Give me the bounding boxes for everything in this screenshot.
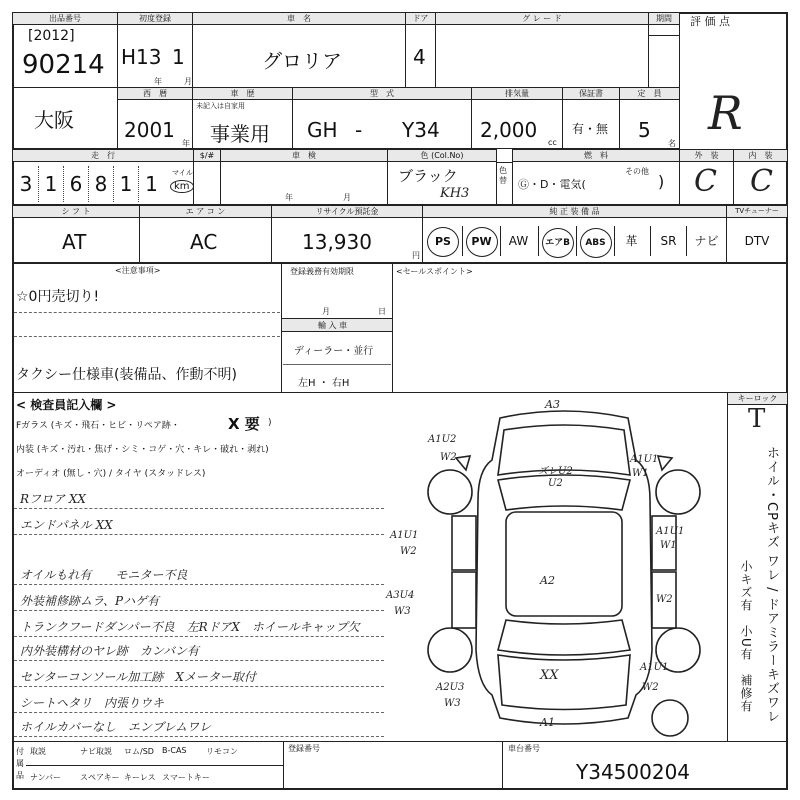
accessory-item: リモコン [206, 747, 238, 756]
handle-option: 左H ・ 右H [298, 378, 350, 389]
mark-xx: XX [540, 668, 559, 683]
inspection-month-unit: 月 [343, 193, 351, 202]
inspector-rule [14, 712, 384, 713]
use-note: 未記入は自家用 [196, 102, 245, 110]
cc-label: 排気量 [472, 88, 562, 100]
mark-a1u1-l: A1U1 [390, 530, 419, 541]
acc-label: 付属品 [16, 747, 24, 780]
keylock-label: キーロック [728, 393, 787, 405]
wheel-spare [652, 700, 688, 736]
mark-a1u1-tr: A1U1 [630, 454, 659, 465]
period-label: 期間 [649, 13, 679, 25]
equipment-item: AW [500, 226, 536, 256]
sales-label: <セールスポイント> [396, 267, 473, 276]
inspector-rule [14, 660, 384, 661]
equipment-item: PW [462, 226, 500, 256]
model: Y34 [402, 118, 440, 142]
use: 事業用 [210, 122, 270, 146]
inspector-rule [14, 686, 384, 687]
inspector-rule [14, 534, 384, 535]
caution-note-1: ☆0円売切り! [16, 289, 100, 305]
car-rear-window [498, 620, 630, 655]
accessory-divider [26, 765, 284, 766]
inspector-note: Rフロア XX [20, 492, 86, 506]
inspector-note: トランクフードダンパー不良 左RドアX ホイールキャップ欠 [20, 620, 360, 634]
region: 大阪 [34, 108, 74, 132]
inspector-note: オイルもれ有 モニター不良 [20, 568, 188, 582]
mark-w1-tr: W1 [632, 468, 649, 479]
mileage-unit-km: km [170, 180, 194, 193]
car-windshield [498, 475, 630, 510]
first-reg-month-unit: 月 [184, 77, 192, 86]
caution-note-2: タクシー仕様車(装備品、作動不明) [16, 367, 237, 383]
mirror-left [456, 456, 470, 470]
accessory-item: ロム/SD [124, 747, 154, 756]
interior-label: 内 装 [734, 150, 787, 162]
equipment-item: 革 [614, 226, 648, 256]
caution-line [14, 312, 280, 313]
accessory-item: ナンバー [30, 773, 62, 782]
warranty: 有・無 [572, 122, 609, 136]
mileage-unit-mile: マイル [172, 169, 193, 177]
inspector-note: 内外装構材のヤレ跡 カンバン有 [20, 644, 200, 658]
side-vertical-text: ホイル・CPキズ ワレ / ドアミラーキズワレ [764, 446, 779, 724]
wheel-front-right [656, 470, 700, 514]
accessory-item: スマートキー [162, 773, 210, 782]
ac-label: エ ア コ ン [140, 206, 271, 218]
accessory-item: キーレス [124, 773, 156, 782]
year-label: 西 暦 [118, 88, 192, 100]
equipment-item: ABS [576, 226, 614, 256]
dealer-option: ディーラー・並行 [294, 346, 374, 357]
color-change-label: 色替 [499, 166, 507, 185]
exterior-label: 外 装 [680, 150, 733, 162]
fuel-label: 燃 料 [513, 150, 679, 162]
reg-label: 登録義務有効期限 [290, 267, 354, 276]
car-name-label: 車 名 [193, 13, 405, 25]
exterior: C [694, 164, 717, 199]
interior-line: 内装 (キズ・汚れ・焦げ・シミ・コゲ・穴・キレ・破れ・剥れ) [16, 445, 269, 455]
mark-a3: A3 [545, 398, 560, 411]
recycle-unit: 円 [412, 251, 420, 260]
side-vertical-text-2: 小キズ有 小U有 補修有 [739, 560, 753, 713]
first-reg-label: 初度登録 [118, 13, 192, 25]
car-trunk [498, 655, 630, 710]
lot-number: 90214 [22, 50, 105, 80]
inspector-rule [14, 736, 384, 737]
mark-w3-l: W3 [394, 606, 411, 617]
audio-line: オーディオ (無し・穴) / タイヤ (スタッドレス) [16, 469, 206, 479]
mark-a3u4: A3U4 [386, 590, 415, 601]
shift: AT [62, 230, 87, 254]
inspector-note: センターコンソール加工跡 Xメーター取付 [20, 670, 256, 684]
model-label: 型 式 [293, 88, 471, 100]
caution-line [14, 336, 280, 337]
score-value: R [708, 86, 743, 140]
fuel-other-label: その他 [625, 167, 649, 176]
color-label: 色 (Col.No) [388, 150, 496, 162]
accessory-item: B-CAS [162, 746, 187, 755]
tuner-label: TVチューナー [727, 206, 787, 218]
year-unit: 年 [182, 139, 190, 148]
equipment-item: PS [424, 226, 462, 256]
mileage-digit: 3 [14, 166, 39, 202]
car-roof [506, 512, 622, 616]
mark-a2: A2 [540, 574, 555, 587]
fuel-close: ) [658, 172, 665, 191]
wheel-rear-left [428, 628, 472, 672]
mileage-digit: 8 [89, 166, 114, 202]
seats-unit: 名 [668, 139, 676, 148]
reg-month: 月 [322, 307, 330, 316]
car-left-front-door [452, 516, 476, 570]
inspector-title: < 検査員記入欄 > [16, 398, 117, 412]
reg-line [283, 364, 391, 365]
glass-line: Fガラス (キズ・飛石・ヒビ・リペア跡・ [16, 421, 180, 431]
chassis-number: Y34500204 [576, 760, 691, 784]
accessory-item: 取説 [30, 747, 46, 756]
car-body-outline [476, 411, 652, 724]
glass-mark: X 要 [228, 415, 260, 433]
inspector-note: ホイルカバーなし エンブレムワレ [20, 720, 212, 734]
keylock: T [748, 404, 766, 434]
recycle: 13,930 [302, 230, 372, 254]
score-label: 評 価 点 [690, 15, 730, 28]
car-left-rear-door [452, 572, 476, 628]
inspector-rule [14, 636, 384, 637]
car-name: グロリア [262, 49, 342, 73]
cc: 2,000 [480, 118, 538, 142]
accessory-item: スペアキー [80, 773, 120, 782]
inspector-note: エンドパネル XX [20, 518, 113, 532]
mileage-digit: 1 [39, 166, 64, 202]
equipment-item: DTV [744, 234, 770, 248]
inspector-rule [14, 508, 384, 509]
color-code: KH3 [440, 186, 470, 201]
year: 2001 [124, 118, 175, 142]
caution-label: <注意事項> [115, 266, 161, 275]
seats-label: 定 員 [620, 88, 679, 100]
mileage-label: 走 行 [13, 150, 193, 162]
model-prefix: GH [307, 118, 338, 142]
inspector-note: 外装補修跡ムラ、Pハゲ有 [20, 594, 160, 608]
door-label: ドア [406, 13, 435, 25]
warranty-label: 保証書 [563, 88, 619, 100]
inspector-note: シートヘタリ 内張りウキ [20, 696, 165, 710]
mark-a1u1-r: A1U1 [656, 526, 685, 537]
ac: AC [190, 230, 218, 254]
dollar-label: $/# [194, 150, 220, 162]
chassis-label: 車台番号 [508, 744, 540, 753]
mark-w3-b: W3 [444, 698, 461, 709]
cc-unit: cc [548, 138, 557, 147]
first-reg-year-unit: 年 [154, 77, 162, 86]
mileage-digits [14, 166, 164, 202]
mark-w2-tl: W2 [440, 452, 457, 463]
inspector-rule [14, 610, 384, 611]
inspection-label: 車 検 [221, 150, 387, 162]
mark-a2u3: A2U3 [436, 682, 465, 693]
import-label: 輸 入 車 [318, 321, 348, 330]
shift-label: シ フ ト [13, 206, 139, 218]
accessory-item: ナビ取説 [80, 747, 112, 756]
recycle-label: リサイクル預託金 [272, 206, 422, 218]
fuel-options: Ⓖ・D・電気( [518, 178, 586, 191]
mark-zure: ズレU2 [538, 466, 573, 477]
color: ブラック [398, 167, 458, 185]
equipment-label: 純 正 装 備 品 [423, 206, 726, 218]
mileage-digit: 1 [114, 166, 139, 202]
lot-year: [2012] [28, 28, 75, 44]
mileage-digit: 6 [64, 166, 89, 202]
mark-w2-br: W2 [642, 682, 659, 693]
seats: 5 [638, 118, 651, 142]
wheel-front-left [428, 470, 472, 514]
mark-a1: A1 [540, 716, 555, 729]
inspection-year-unit: 年 [285, 193, 293, 202]
mark-w1-r: W1 [660, 540, 677, 551]
lot-label: 出品番号 [13, 13, 117, 25]
equipment-item: SR [650, 226, 686, 256]
glass-close: ) [268, 418, 272, 428]
mark-w2-r: W2 [656, 594, 673, 605]
equipment-item: エアB [538, 226, 576, 256]
mark-a1u2: A1U2 [428, 434, 457, 445]
reg-number-label: 登録番号 [288, 744, 320, 753]
grade-label: グ レ ー ド [436, 13, 648, 25]
mark-a1u1-br: A1U1 [640, 662, 669, 673]
use-label: 車 歴 [193, 88, 292, 100]
reg-day: 日 [378, 307, 386, 316]
inspector-rule [14, 584, 384, 585]
sales-cell [392, 263, 788, 393]
mileage-digit: 1 [145, 172, 158, 196]
mark-u2: U2 [548, 478, 563, 489]
mirror-right [658, 456, 672, 470]
first-reg-year: 1 [172, 45, 185, 69]
model-dash: - [355, 118, 363, 142]
interior: C [750, 164, 773, 199]
first-reg-era: H13 [121, 45, 162, 69]
equipment-item: ナビ [686, 226, 726, 256]
door-count: 4 [413, 45, 426, 69]
mark-w2-l: W2 [400, 546, 417, 557]
